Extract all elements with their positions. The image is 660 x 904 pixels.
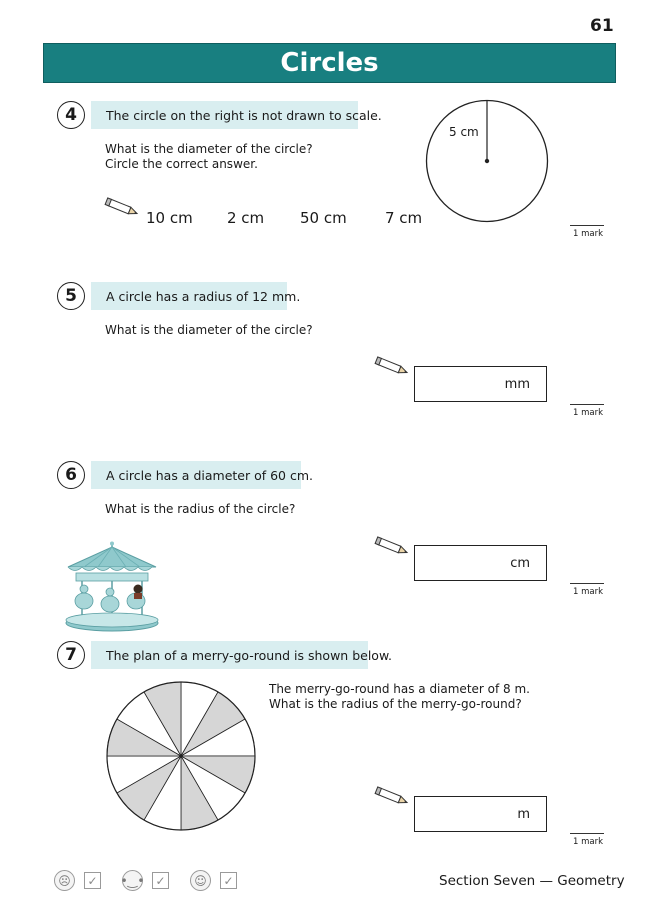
question-6-prompt: A circle has a diameter of 60 cm. [91,461,301,489]
pencil-icon [374,356,410,378]
carousel-illustration [62,541,162,635]
answer-box[interactable] [414,366,547,402]
answer-box[interactable] [414,545,547,581]
answer-unit: cm [510,555,530,571]
question-6-line1: What is the radius of the circle? [105,502,296,516]
answer-unit: mm [504,376,530,392]
circle-figure [424,98,550,224]
question-number-6: 6 [57,461,85,489]
mark-label: 1 mark [573,408,604,418]
answer-choice[interactable]: 10 cm [146,209,193,227]
sad-face-icon[interactable]: ☹ [54,870,75,891]
page-number: 61 [590,16,614,36]
answer-choice[interactable]: 7 cm [385,209,423,227]
mark-line [570,404,604,405]
tick-box-icon[interactable]: ✓ [152,872,169,889]
title-banner [43,43,616,83]
radius-label: 5 cm [449,125,479,139]
section-footer: Section Seven — Geometry [439,873,625,889]
answer-unit: m [517,806,530,822]
mark-line [570,833,604,834]
answer-box[interactable] [414,796,547,832]
answer-choice[interactable]: 2 cm [227,209,265,227]
tick-box-icon[interactable]: ✓ [84,872,101,889]
neutral-face-icon[interactable]: •‿• [122,870,143,891]
question-5-line1: What is the diameter of the circle? [105,323,313,337]
mark-line [570,225,604,226]
mark-label: 1 mark [573,229,604,239]
question-4-prompt: The circle on the right is not drawn to scale. [91,101,358,129]
question-4-line2: Circle the correct answer. [105,157,258,171]
mark-label: 1 mark [573,837,604,847]
question-7-line1: The merry-go-round has a diameter of 8 m. [269,682,530,696]
question-number-7: 7 [57,641,85,669]
merry-go-round-plan [105,680,257,832]
question-number-4: 4 [57,101,85,129]
mark-label: 1 mark [573,587,604,597]
question-4-line1: What is the diameter of the circle? [105,142,313,156]
mark-line [570,583,604,584]
pencil-icon [374,536,410,558]
question-7-prompt: The plan of a merry-go-round is shown below. [91,641,368,669]
tick-box-icon[interactable]: ✓ [220,872,237,889]
pencil-icon [374,786,410,808]
question-5-prompt: A circle has a radius of 12 mm. [91,282,287,310]
question-number-5: 5 [57,282,85,310]
question-7-line2: What is the radius of the merry-go-round? [269,697,522,711]
answer-choice[interactable]: 50 cm [300,209,347,227]
pencil-icon [104,197,140,219]
happy-face-icon[interactable]: ☺ [190,870,211,891]
page-title: Circles [280,48,379,78]
